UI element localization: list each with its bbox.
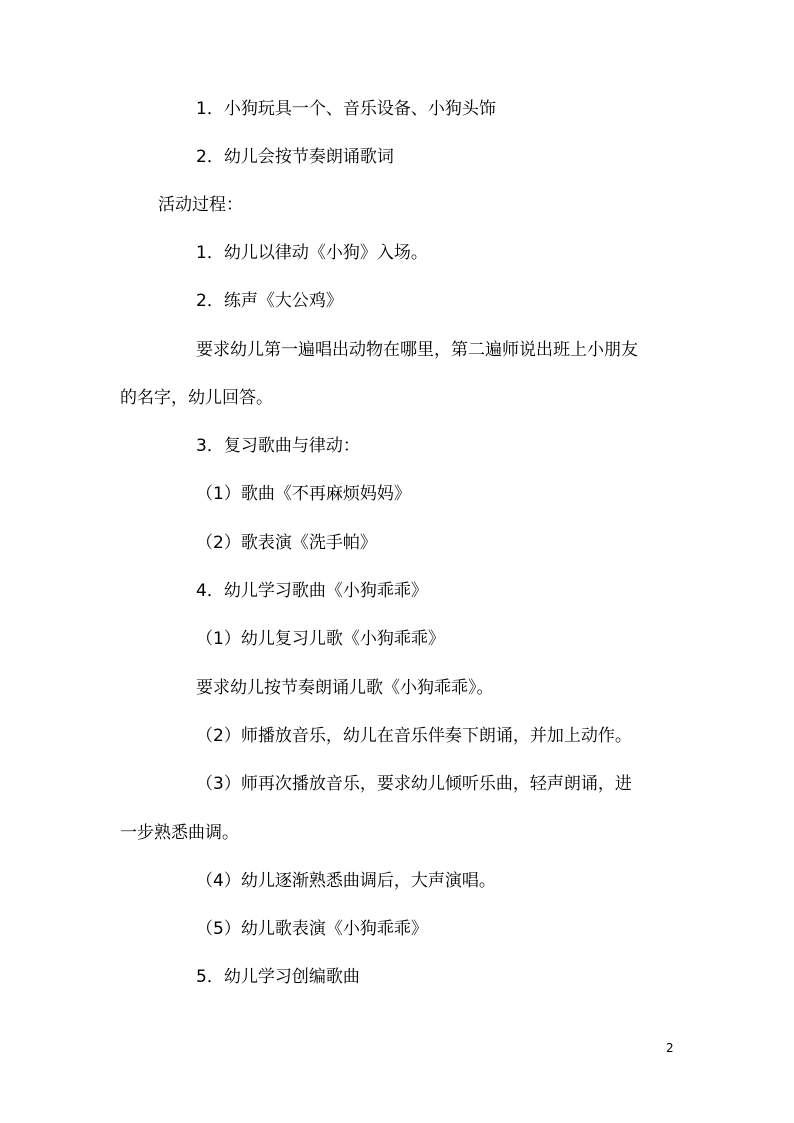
step-2-requirement-line-1: 要求幼儿第一遍唱出动物在哪里，第二遍师说出班上小朋友 [196,340,638,360]
step-4-requirement-line: 要求幼儿按节奏朗诵儿歌《小狗乖乖》。 [196,678,494,698]
step-3-sub-1: （1）歌曲《不再麻烦妈妈》 [196,484,411,504]
step-4-line: 4．幼儿学习歌曲《小狗乖乖》 [196,581,428,601]
step-4-sub-5: （5）幼儿歌表演《小狗乖乖》 [196,919,428,939]
step-2-requirement-line-2: 的名字，幼儿回答。 [120,388,273,408]
section-heading-activity-process: 活动过程： [158,195,243,215]
step-4-sub-3-line-2: 一步熟悉曲调。 [120,823,239,843]
step-3-line: 3．复习歌曲与律动： [196,436,360,456]
materials-line-1: 1．小狗玩具一个、音乐设备、小狗头饰 [196,99,496,119]
step-4-sub-4: （4）幼儿逐渐熟悉曲调后，大声演唱。 [196,871,496,891]
step-4-sub-2: （2）师播放音乐，幼儿在音乐伴奏下朗诵，并加上动作。 [196,726,632,746]
step-4-sub-3-line-1: （3）师再次播放音乐，要求幼儿倾听乐曲，轻声朗诵，进 [196,774,632,794]
step-3-sub-2: （2）歌表演《洗手帕》 [196,533,377,553]
page-number: 2 [666,1041,674,1055]
step-1-line: 1．幼儿以律动《小狗》入场。 [196,243,428,263]
step-4-sub-1: （1）幼儿复习儿歌《小狗乖乖》 [196,629,445,649]
materials-line-2: 2．幼儿会按节奏朗诵歌词 [196,147,394,167]
step-5-line: 5．幼儿学习创编歌曲 [196,967,360,987]
step-2-line: 2．练声《大公鸡》 [196,291,343,311]
